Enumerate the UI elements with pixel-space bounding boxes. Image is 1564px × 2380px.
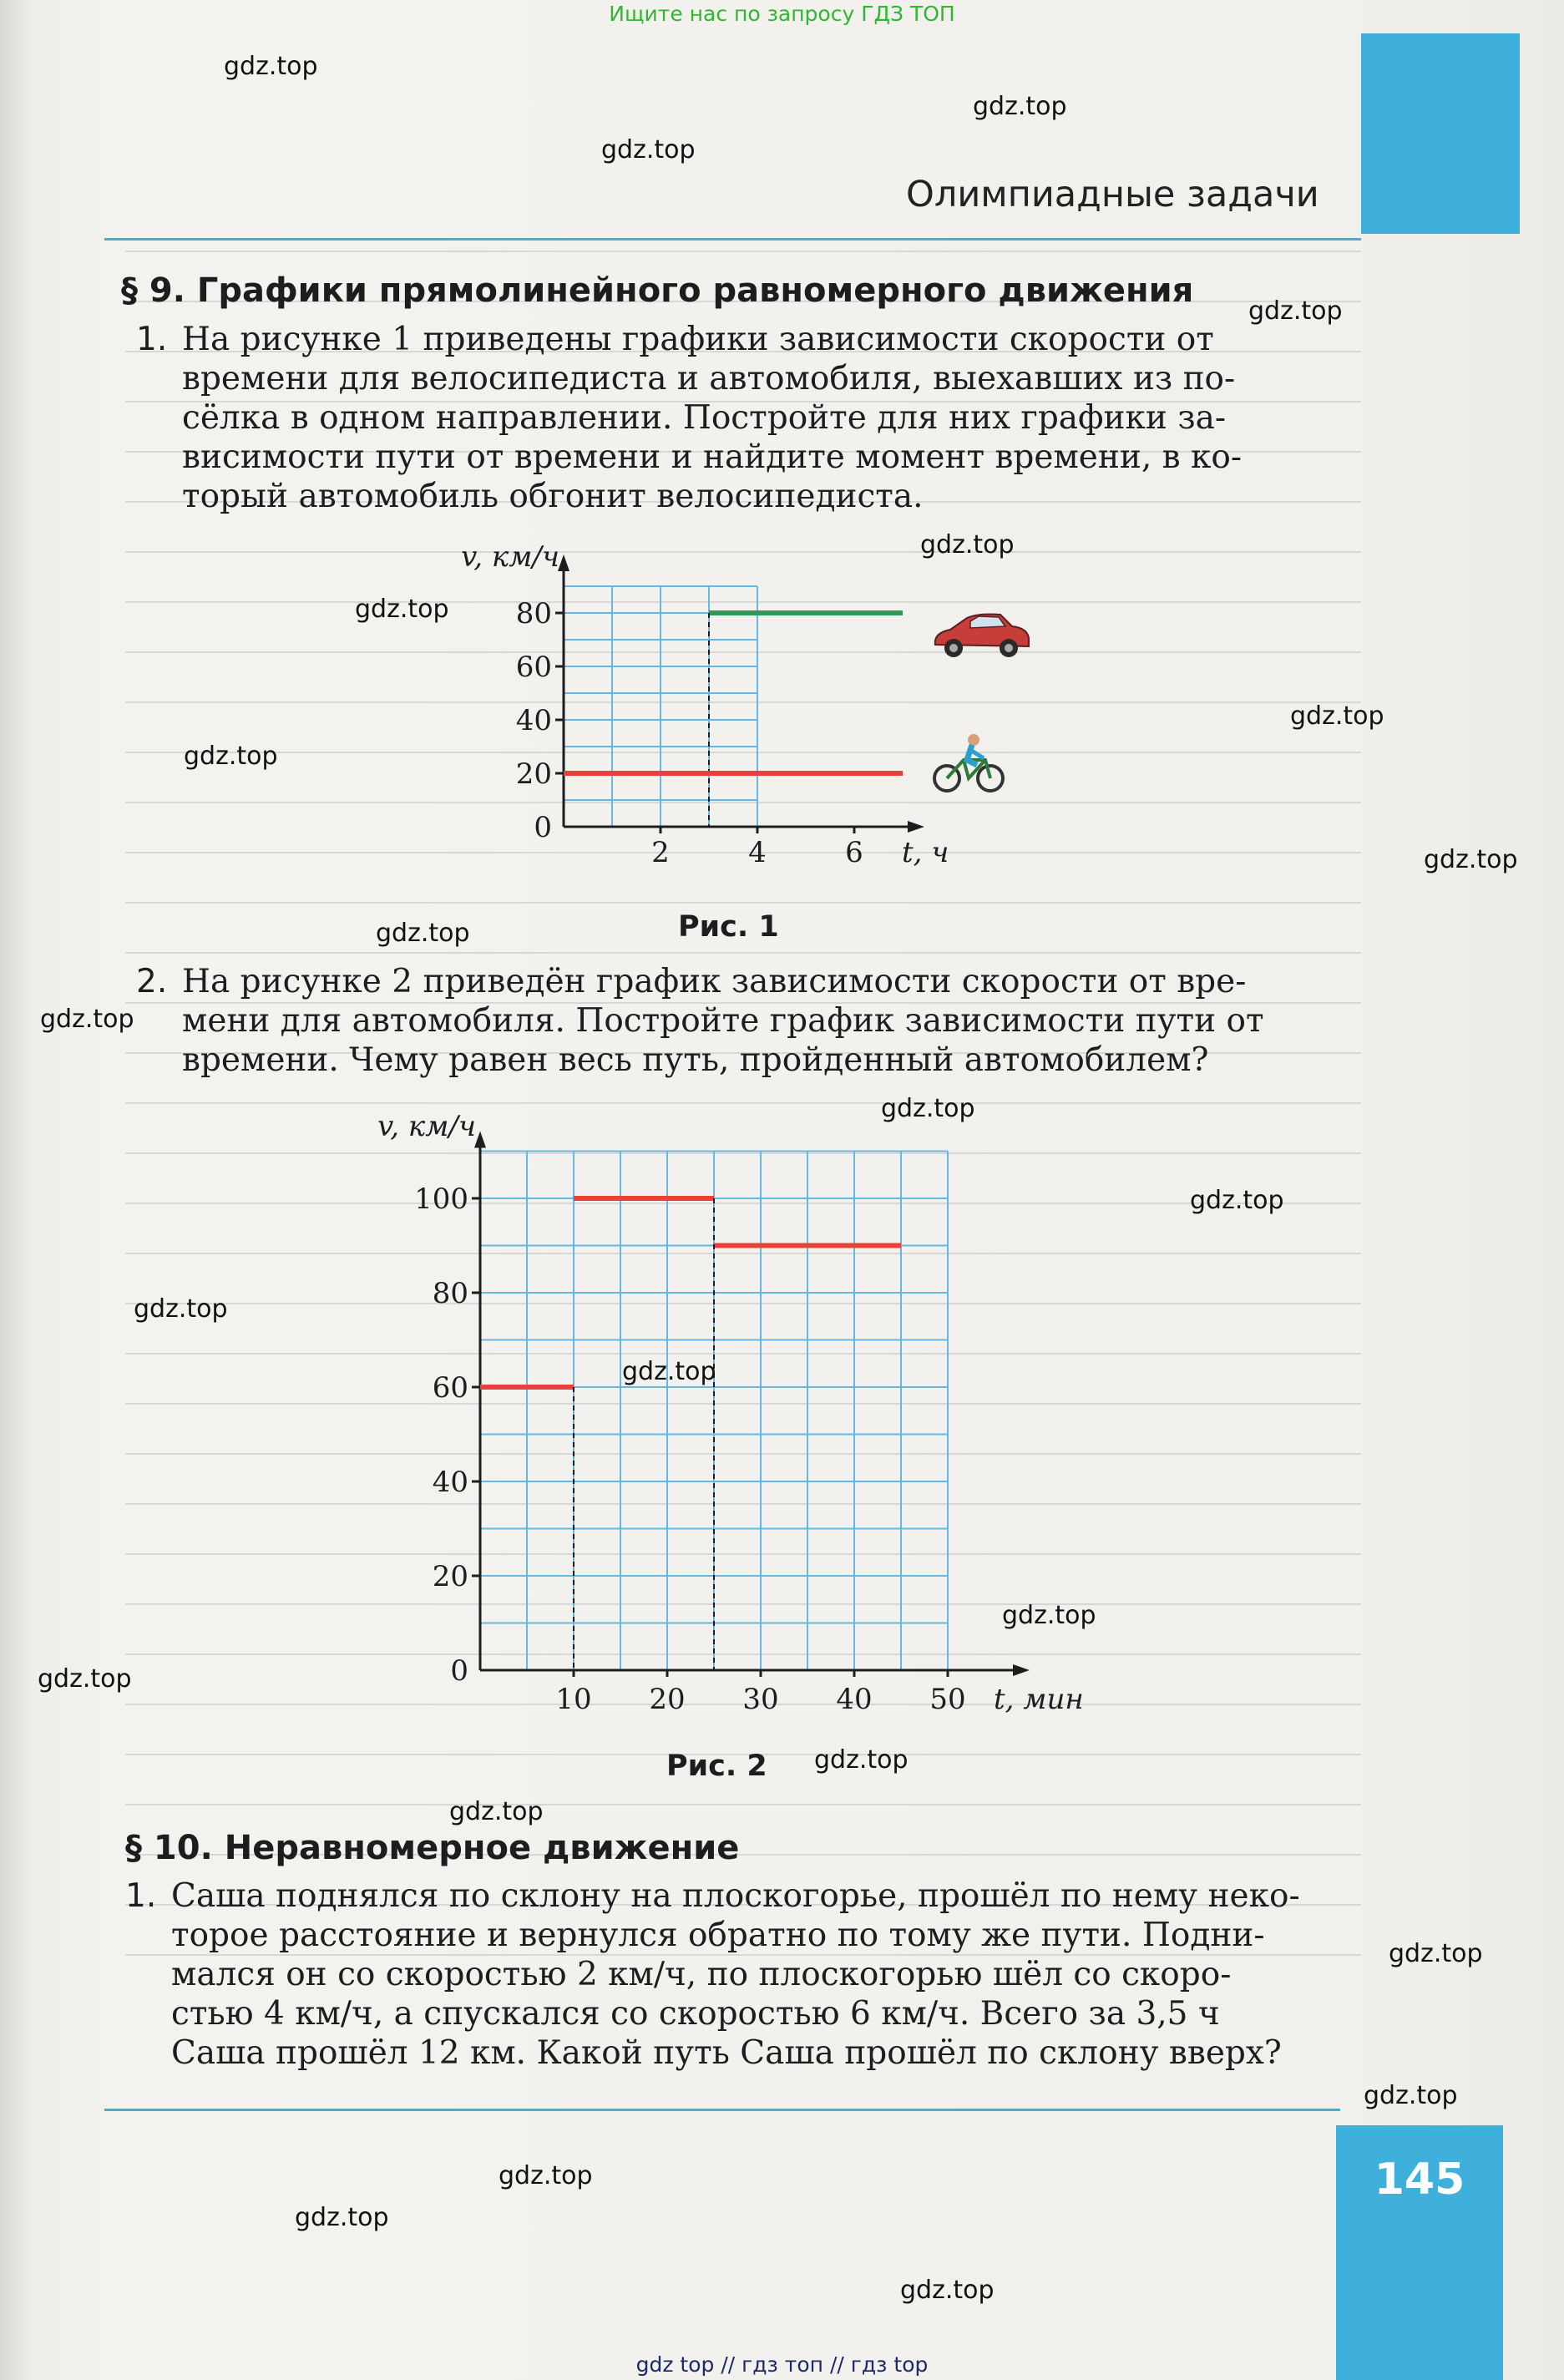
- watermark: gdz.top: [376, 919, 470, 948]
- section-9-task-2: [136, 962, 1364, 1080]
- watermark: gdz.top: [38, 1664, 132, 1694]
- watermark: gdz.top: [1290, 701, 1384, 731]
- x-axis-label: t, ч: [902, 836, 949, 869]
- task-line: Саша прошёл 12 км. Какой путь Саша прошёл по склону вверх?: [171, 2034, 1282, 2072]
- task-line: времени. Чему равен весь путь, пройденный автомобилем?: [182, 1041, 1209, 1079]
- watermark: gdz.top: [920, 530, 1015, 560]
- origin-label: 0: [450, 1653, 468, 1688]
- figure-2-caption: Рис. 2: [666, 1750, 767, 1783]
- watermark: gdz.top: [1002, 1601, 1096, 1630]
- figure-2-chart: [334, 1111, 1119, 1729]
- x-tick-label: 10: [555, 1683, 592, 1716]
- y-tick-label: 100: [414, 1182, 468, 1216]
- watermark: gdz.top: [1248, 296, 1343, 326]
- task-line: времени для велосипедиста и автомобиля, выехавших из по-: [182, 360, 1236, 398]
- watermark: gdz.top: [622, 1357, 716, 1386]
- watermark: gdz.top: [881, 1094, 975, 1123]
- y-tick-label: 20: [515, 757, 552, 791]
- watermark: gdz.top: [1190, 1186, 1284, 1215]
- y-tick-label: 80: [515, 596, 552, 630]
- figure-1-caption: Рис. 1: [678, 910, 779, 944]
- x-axis-arrow: [908, 821, 924, 833]
- watermark: gdz.top: [1364, 2081, 1458, 2110]
- bottom-banner[interactable]: gdz top // гдз топ // гдз top: [635, 2352, 929, 2377]
- bicycle-icon: [934, 734, 1003, 791]
- watermark: gdz.top: [184, 742, 278, 771]
- section-10-task-1: [125, 1876, 1353, 2073]
- watermark: gdz.top: [900, 2276, 995, 2305]
- task-line: На рисунке 1 приведены графики зависимости скорости от: [182, 321, 1214, 358]
- x-tick-label: 40: [836, 1683, 873, 1716]
- footer-divider: [104, 2109, 1340, 2111]
- x-tick-label: 6: [845, 836, 863, 869]
- watermark: gdz.top: [355, 595, 449, 624]
- y-tick-label: 80: [432, 1276, 468, 1310]
- page-number: 145: [1374, 2155, 1465, 2205]
- task-number: 2.: [136, 963, 168, 1000]
- y-tick-label: 40: [432, 1465, 468, 1499]
- y-tick-label: 60: [432, 1370, 468, 1405]
- y-axis-arrow: [474, 1132, 486, 1148]
- top-banner[interactable]: Ищите нас по запросу ГДЗ ТОП: [609, 2, 955, 26]
- y-tick-label: 60: [515, 650, 552, 684]
- task-number: 1.: [125, 1877, 157, 1915]
- task-line: висимости пути от времени и найдите момент времени, в ко-: [182, 438, 1243, 476]
- task-line: мени для автомобиля. Постройте график зависимости пути от: [182, 1002, 1264, 1040]
- y-tick-label: 20: [432, 1559, 468, 1593]
- task-line: торый автомобиль обгонит велосипедиста.: [182, 478, 924, 515]
- task-line: На рисунке 2 приведён график зависимости скорости от вре-: [182, 963, 1247, 1000]
- watermark: gdz.top: [134, 1294, 228, 1324]
- watermark: gdz.top: [224, 52, 318, 81]
- watermark: gdz.top: [601, 135, 696, 165]
- x-axis-arrow: [1013, 1664, 1030, 1676]
- x-axis-label: t, мин: [994, 1683, 1084, 1716]
- watermark: gdz.top: [449, 1797, 544, 1826]
- watermark: gdz.top: [295, 2203, 389, 2232]
- watermark: gdz.top: [1424, 845, 1518, 874]
- x-tick-label: 20: [649, 1683, 686, 1716]
- header-divider: [104, 238, 1361, 241]
- task-line: сёлка в одном направлении. Постройте для них графики за-: [182, 399, 1227, 437]
- section-9-task-1: [136, 320, 1364, 516]
- header-title: Олимпиадные задачи: [906, 174, 1319, 215]
- section-9-heading: § 9. Графики прямолинейного равномерного движения: [121, 271, 1194, 310]
- watermark: gdz.top: [973, 92, 1067, 121]
- x-tick-label: 50: [929, 1683, 966, 1716]
- car-icon: [935, 615, 1029, 658]
- x-tick-label: 4: [748, 836, 767, 869]
- task-line: стью 4 км/ч, а спускался со скоростью 6 км/ч. Всего за 3,5 ч: [171, 1995, 1220, 2033]
- y-axis-label: v, км/ч: [377, 1111, 476, 1143]
- watermark: gdz.top: [40, 1005, 134, 1034]
- section-10-heading: § 10. Неравномерное движение: [125, 1829, 740, 1867]
- origin-label: 0: [534, 810, 552, 844]
- x-tick-label: 2: [651, 836, 670, 869]
- x-tick-label: 30: [742, 1683, 779, 1716]
- task-number: 1.: [136, 321, 168, 358]
- task-line: торое расстояние и вернулся обратно по тому же пути. Подни-: [171, 1917, 1265, 1954]
- header-side-tab: [1361, 33, 1520, 234]
- task-line: Саша поднялся по склону на плоскогорье, прошёл по нему неко-: [171, 1877, 1300, 1915]
- y-tick-label: 40: [515, 703, 552, 737]
- figure-1-chart: [418, 534, 1035, 902]
- watermark: gdz.top: [1389, 1939, 1483, 1968]
- watermark: gdz.top: [814, 1745, 909, 1775]
- watermark: gdz.top: [499, 2161, 593, 2190]
- y-axis-arrow: [558, 554, 569, 571]
- task-line: мался он со скоростью 2 км/ч, по плоскогорью шёл со скоро-: [171, 1956, 1232, 1993]
- y-axis-label: v, км/ч: [461, 540, 559, 574]
